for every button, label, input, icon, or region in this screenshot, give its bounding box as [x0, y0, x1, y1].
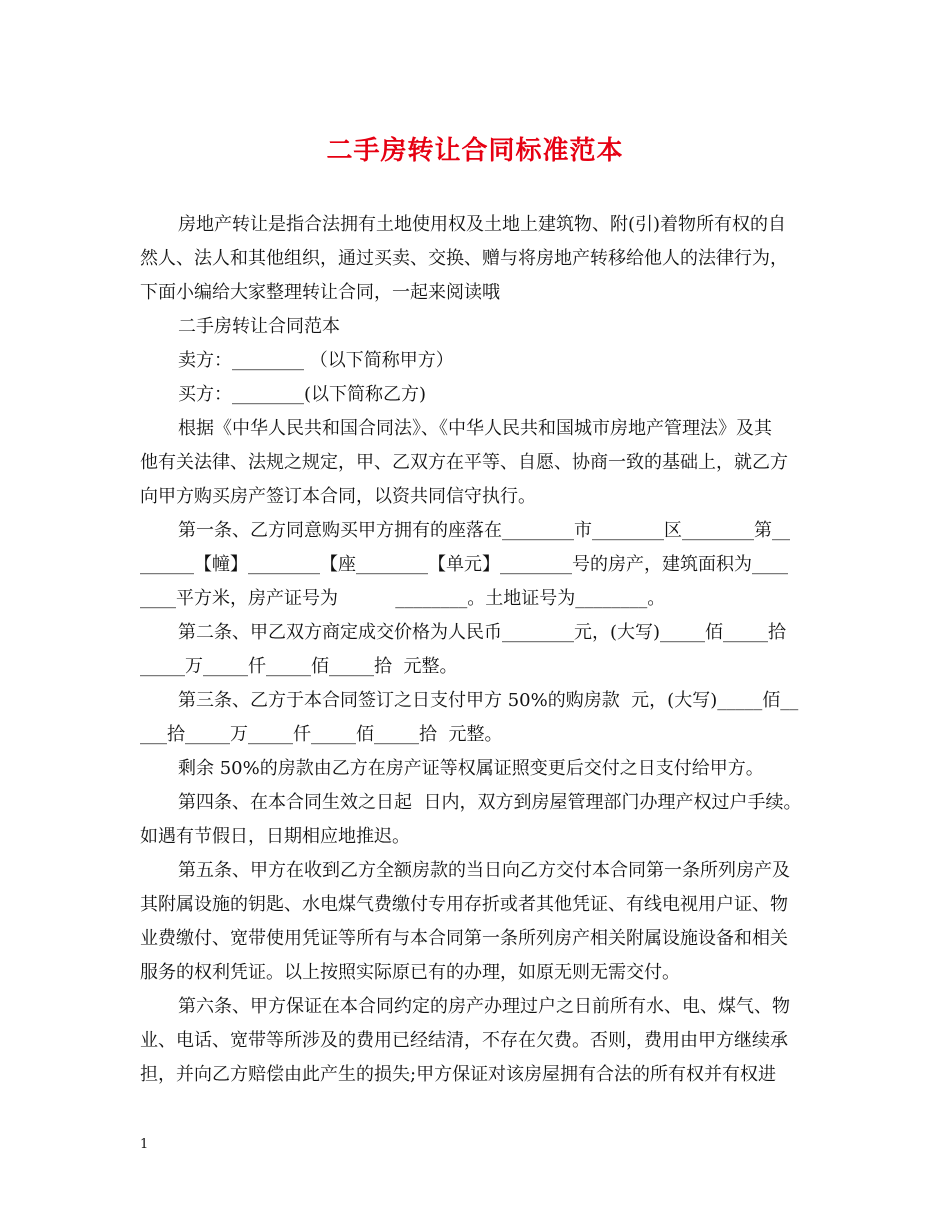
- text-line: 然人、法人和其他组织，通过买卖、交换、赠与将房地产转移给他人的法律行为，: [140, 248, 788, 269]
- text-line: 其附属设施的钥匙、水电煤气费缴付专用存折或者其他凭证、有线电视用户证、物: [140, 894, 788, 915]
- text-line: 担，并向乙方赔偿由此产生的损失;甲方保证对该房屋拥有合法的所有权并有权进: [140, 1064, 777, 1085]
- text-line: 第四条、在本合同生效之日起 日内，双方到房屋管理部门办理产权过户手续。: [178, 792, 802, 813]
- text-line: 业费缴付、宽带使用凭证等所有与本合同第一条所列房产相关附属设施设备和相关: [140, 928, 788, 949]
- text-line: 向甲方购买房产签订本合同，以资共同信守执行。: [140, 486, 536, 507]
- text-line: 买方：________(以下简称乙方): [178, 384, 427, 405]
- text-line: 第五条、甲方在收到乙方全额房款的当日向乙方交付本合同第一条所列房产及: [178, 860, 790, 881]
- text-line: 第二条、甲乙双方商定成交价格为人民币________元，(大写)_____佰_____拾: [178, 622, 787, 643]
- text-line: 房地产转让是指合法拥有土地使用权及土地上建筑物、附(引)着物所有权的自: [178, 214, 787, 235]
- page-number: 1: [140, 1137, 149, 1152]
- document-body: [140, 208, 815, 1092]
- text-line: 第一条、乙方同意购买甲方拥有的座落在________市________区________第__: [178, 520, 790, 541]
- text-line: 二手房转让合同范本: [178, 316, 340, 337]
- text-line: ___拾_____万_____仟_____佰_____拾 元整。: [140, 724, 503, 745]
- text-line: 第三条、乙方于本合同签订之日支付甲方 50%的购房款 元，(大写)_____佰__: [178, 690, 799, 711]
- text-line: 根据《中华人民共和国合同法》、《中华人民共和国城市房地产管理法》及其: [178, 418, 772, 439]
- text-line: 第六条、甲方保证在本合同约定的房产办理过户之日前所有水、电、煤气、物: [178, 996, 790, 1017]
- text-line: ______【幢】________【座________【单元】________号的房产，建筑面积为____: [140, 554, 788, 575]
- document-title: 二手房转让合同标准范本: [326, 136, 624, 166]
- text-line: 业、电话、宽带等所涉及的费用已经结清，不存在欠费。否则，费用由甲方继续承: [140, 1030, 788, 1051]
- text-line: 卖方：________ （以下简称甲方）: [178, 350, 454, 371]
- text-line: 剩余 50%的房款由乙方在房产证等权属证照变更后交付之日支付给甲方。: [178, 758, 764, 779]
- text-line: 下面小编给大家整理转让合同，一起来阅读哦: [140, 282, 500, 303]
- text-line: _____万_____仟_____佰_____拾 元整。: [140, 656, 458, 677]
- text-line: 服务的权利凭证。以上按照实际原已有的办理，如原无则无需交付。: [140, 962, 680, 983]
- text-line: 他有关法律、法规之规定，甲、乙双方在平等、自愿、协商一致的基础上，就乙方: [140, 452, 788, 473]
- text-line: 如遇有节假日，日期相应地推迟。: [140, 826, 410, 847]
- text-line: ____平方米，房产证号为 ________。土地证号为________。: [140, 588, 666, 609]
